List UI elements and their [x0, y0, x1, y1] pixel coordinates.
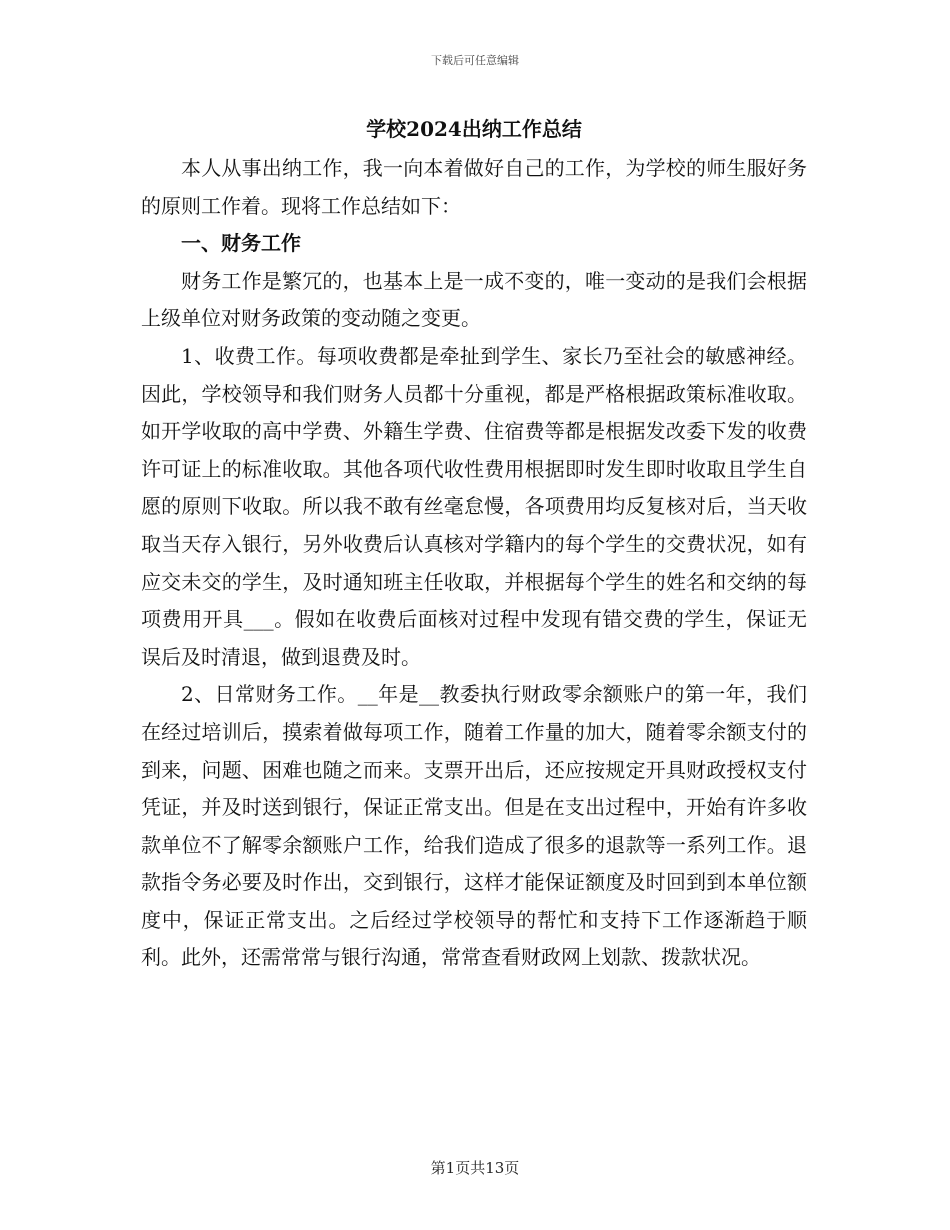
daily-finance-paragraph: 2、日常财务工作。__年是__教委执行财政零余额账户的第一年，我们在经过培训后，摸索着做每项工作，随着工作量的加大，随着零余额支付的到来，问题、困难也随之而来。支票开出后，还应按规定开具财政授权支付凭证，并及时送到银行，保证正常支出。但是在支出过程中，开始有许多收款单位不了解零余额账户工作，给我们造成了很多的退款等一系列工作。退款指令务必要及时作出，交到银行，这样才能保证额度及时回到到本单位额度中，保证正常支出。之后经过学校领导的帮忙和支持下工作逐渐趋于顺利。此外，还需常常与银行沟通，常常查看财政网上划款、拨款状况。 — [141, 682, 807, 970]
fee-collection-paragraph: 1、收费工作。每项收费都是牵扯到学生、家长乃至社会的敏感神经。因此，学校领导和我们财务人员都十分重视，都是严格根据政策标准收取。如开学收取的高中学费、外籍生学费、住宿费等都是根据发改委下发的收费许可证上的标准收取。其他各项代收性费用根据即时发生即时收取且学生自愿的原则下收取。所以我不敢有丝毫怠慢，各项费用均反复核对后，当天收取当天存入银行，另外收费后认真核对学籍内的每个学生的交费状况，如有应交未交的学生，及时通知班主任收取，并根据每个学生的姓名和交纳的每项费用开具___。假如在收费后面核对过程中发现有错交费的学生，保证无误后及时清退，做到退费及时。 — [141, 343, 807, 669]
document-body — [141, 112, 807, 977]
page-header-note: 下载后可任意编辑 — [431, 54, 519, 67]
intro-paragraph: 本人从事出纳工作，我一向本着做好自己的工作，为学校的师生服好务的原则工作着。现将工作总结如下： — [141, 156, 807, 218]
document-title: 学校2024出纳工作总结 — [366, 117, 582, 141]
section-heading-finance: 一、财务工作 — [181, 231, 301, 256]
page-number-footer: 第1页共13页 — [430, 1159, 520, 1177]
section-intro-paragraph: 财务工作是繁冗的，也基本上是一成不变的，唯一变动的是我们会根据上级单位对财务政策的变动随之变更。 — [141, 268, 807, 331]
